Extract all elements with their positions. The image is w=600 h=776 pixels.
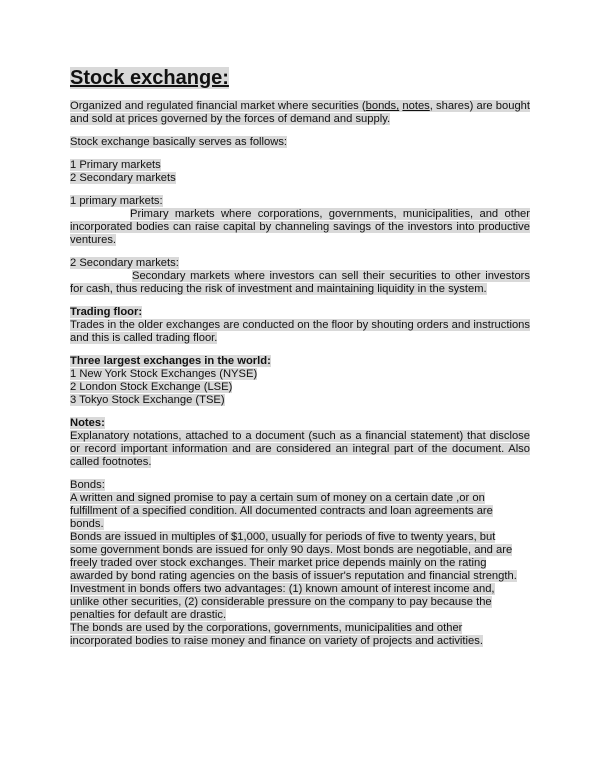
bonds-line: Bonds are issued in multiples of $1,000, usually for periods of five to twenty years, but — [70, 531, 496, 543]
document-body — [70, 66, 530, 658]
notes-heading: Notes: — [70, 417, 105, 429]
bonds-line: Investment in bonds offers two advantages: (1) known amount of interest income and, — [70, 583, 495, 595]
bonds-link[interactable]: bonds, — [365, 100, 400, 112]
bonds-line: unlike other securities, (2) considerable pressure on the company to pay because the — [70, 596, 492, 608]
secondary-section — [70, 257, 530, 296]
notes-link[interactable]: notes — [402, 100, 430, 112]
intro-paragraph — [70, 100, 530, 126]
page-title: Stock exchange: — [70, 67, 229, 89]
list-item: 3 Tokyo Stock Exchange (TSE) — [70, 394, 225, 406]
secondary-heading: 2 Secondary markets: — [70, 257, 179, 269]
largest-exchanges-heading: Three largest exchanges in the world: — [70, 355, 271, 367]
bonds-heading: Bonds: — [70, 479, 105, 491]
secondary-body: Secondary markets where investors can sell their securities to other investors for cash, thus reducing the risk of investment and maintaining liquidity in the system. — [70, 270, 530, 295]
list-item: 2 Secondary markets — [70, 172, 176, 184]
bonds-line: freely traded over stock exchanges. Their market price depends mainly on the rating — [70, 557, 487, 569]
primary-heading: 1 primary markets: — [70, 195, 163, 207]
list-item: 1 New York Stock Exchanges (NYSE) — [70, 368, 258, 380]
largest-exchanges-section — [70, 355, 530, 407]
notes-section — [70, 417, 530, 469]
bonds-line: bonds. — [70, 518, 104, 530]
trading-floor-heading: Trading floor: — [70, 306, 143, 318]
markets-list — [70, 159, 530, 185]
primary-section — [70, 195, 530, 247]
primary-body: Primary markets where corporations, governments, municipalities, and other incorporated bodies can raise capital by channeling savings of the investors into productive ventures. — [70, 208, 530, 246]
serves-paragraph: Stock exchange basically serves as follows: — [70, 136, 288, 148]
bonds-line: awarded by bond rating agencies on the basis of issuer's reputation and financial strength. — [70, 570, 517, 582]
bonds-line: some government bonds are issued for only 90 days. Most bonds are negotiable, and are — [70, 544, 513, 556]
bonds-line: penalties for default are drastic. — [70, 609, 227, 621]
intro-text: Organized and regulated financial market where securities (bonds, notes, shares) are bought and sold at prices governed by the forces of demand and supply. — [70, 100, 531, 125]
trading-floor-section — [70, 306, 530, 345]
trading-floor-body: Trades in the older exchanges are conducted on the floor by shouting orders and instructions and this is called trading floor. — [70, 319, 530, 344]
bonds-section — [70, 479, 530, 648]
bonds-line: incorporated bodies to raise money and finance on variety of projects and activities. — [70, 635, 483, 647]
bonds-line: The bonds are used by the corporations, governments, municipalities and other — [70, 622, 463, 634]
list-item: 2 London Stock Exchange (LSE) — [70, 381, 233, 393]
bonds-line: A written and signed promise to pay a certain sum of money on a certain date ,or on — [70, 492, 485, 504]
notes-body: Explanatory notations, attached to a document (such as a financial statement) that disclose or record important information and are considered an integral part of the document. Also called footnotes. — [70, 430, 530, 468]
list-item: 1 Primary markets — [70, 159, 161, 171]
bonds-line: fulfillment of a specified condition. All documented contracts and loan agreements are — [70, 505, 493, 517]
